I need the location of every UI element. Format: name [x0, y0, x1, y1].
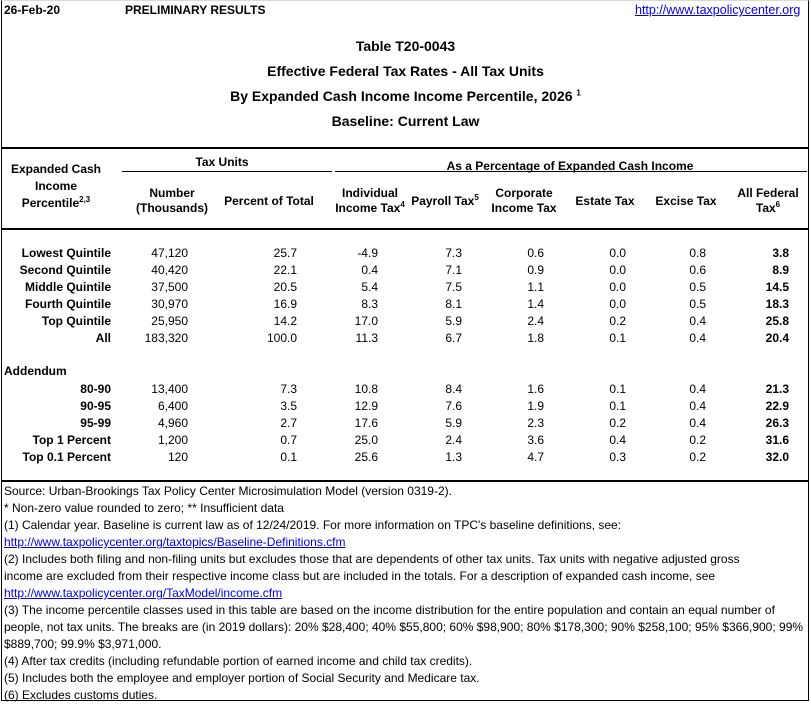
cell-excise: 0.6: [689, 263, 706, 277]
cell-iit: 25.6: [354, 450, 378, 464]
preliminary-label: PRELIMINARY RESULTS: [125, 3, 266, 17]
cell-corp: 2.4: [527, 314, 544, 328]
row-label: Middle Quintile: [25, 280, 111, 294]
cell-corp: 1.1: [527, 280, 544, 294]
col-header-number-line2: (Thousands): [136, 201, 208, 215]
table-row: [0, 415, 811, 432]
row-label: Second Quintile: [19, 263, 111, 277]
table-row: [0, 279, 811, 296]
table-row: [0, 262, 811, 279]
cell-all-federal: 18.3: [765, 297, 789, 311]
cell-estate: 0.0: [609, 297, 626, 311]
cell-pct-total: 7.3: [280, 382, 297, 396]
cell-excise: 0.4: [689, 382, 706, 396]
cell-corp: 1.8: [527, 331, 544, 345]
cell-iit: 0.4: [361, 263, 378, 277]
footnote-6: (6) Excludes customs duties.: [4, 688, 158, 702]
cell-number: 47,120: [151, 246, 188, 260]
row-header-footnote: 2,3: [79, 195, 91, 204]
row-header: [6, 162, 106, 211]
row-label: 90-95: [80, 399, 111, 413]
row-header-line2: Income: [34, 179, 77, 193]
addendum-label: Addendum: [4, 364, 67, 378]
cell-pct-total: 2.7: [280, 416, 297, 430]
cell-number: 30,970: [151, 297, 188, 311]
income-definition-link[interactable]: http://www.taxpolicycenter.org/TaxModel/income.cfm: [4, 586, 283, 600]
baseline-title: Baseline: Current Law: [331, 113, 480, 129]
col-header-iit-line2-wrap: [330, 201, 410, 216]
cell-number: 37,500: [151, 280, 188, 294]
cell-pct-total: 3.5: [280, 399, 297, 413]
row-label: 95-99: [80, 416, 111, 430]
col-header-corp-line1: Corporate: [495, 186, 553, 200]
cell-payroll: 7.1: [445, 263, 462, 277]
row-label: 80-90: [80, 382, 111, 396]
cell-estate: 0.0: [609, 280, 626, 294]
cell-payroll: 5.9: [445, 416, 462, 430]
cell-iit: 10.8: [354, 382, 378, 396]
cell-corp: 0.9: [527, 263, 544, 277]
subtitle-footnote-marker: 1: [576, 88, 581, 98]
tax-units-group-header: Tax Units: [195, 155, 249, 169]
table-row: [0, 432, 811, 449]
footnote-1: (1) Calendar year. Baseline is current law as of 12/24/2019. For more information on TPC's baseline definitions, see:: [4, 518, 622, 532]
cell-excise: 0.2: [689, 450, 706, 464]
pct-group-header: As a Percentage of Expanded Cash Income: [446, 159, 694, 173]
report-date: 26-Feb-20: [4, 3, 61, 17]
cell-payroll: 8.1: [445, 297, 462, 311]
col-header-corp-line2: Income Tax: [491, 201, 557, 215]
cell-all-federal: 20.4: [765, 331, 789, 345]
col-header-iit: [330, 186, 410, 216]
table-row: [0, 313, 811, 330]
col-header-all-line1: All Federal: [737, 186, 799, 200]
table-row: [0, 381, 811, 398]
col-header-pct-total: Percent of Total: [224, 194, 314, 208]
tax-units-group-rule: [122, 171, 332, 172]
cell-corp: 4.7: [527, 450, 544, 464]
col-header-all-footnote: 6: [775, 200, 781, 209]
col-header-payroll-text: Payroll Tax: [411, 194, 475, 208]
cell-corp: 0.6: [527, 246, 544, 260]
cell-estate: 0.1: [609, 331, 626, 345]
footnote-3-line3: $889,700; 99.9% $3,971,000.: [4, 637, 162, 651]
row-label: Fourth Quintile: [25, 297, 111, 311]
footnote-4: (4) After tax credits (including refundable portion of earned income and child tax credits).: [4, 654, 473, 668]
cell-number: 13,400: [151, 382, 188, 396]
table-row: [0, 245, 811, 262]
cell-estate: 0.3: [609, 450, 626, 464]
cell-pct-total: 25.7: [273, 246, 297, 260]
col-header-iit-footnote: 4: [400, 200, 405, 209]
cell-number: 25,950: [151, 314, 188, 328]
cell-excise: 0.8: [689, 246, 706, 260]
row-label: All: [95, 331, 111, 345]
col-header-number: [132, 186, 212, 216]
col-header-iit-line1: Individual: [341, 186, 398, 200]
cell-payroll: 2.4: [445, 433, 462, 447]
cell-all-federal: 25.8: [765, 314, 789, 328]
row-label: Top 1 Percent: [32, 433, 111, 447]
cell-all-federal: 26.3: [765, 416, 789, 430]
cell-all-federal: 8.9: [772, 263, 789, 277]
cell-pct-total: 0.7: [280, 433, 297, 447]
cell-estate: 0.0: [609, 246, 626, 260]
col-header-number-line1: Number: [149, 186, 195, 200]
cell-pct-total: 20.5: [273, 280, 297, 294]
cell-corp: 3.6: [527, 433, 544, 447]
cell-all-federal: 31.6: [765, 433, 789, 447]
source-note: Source: Urban-Brookings Tax Policy Center Microsimulation Model (version 0319-2).: [4, 484, 452, 498]
col-header-iit-line2: Income Tax: [335, 201, 401, 215]
row-header-line3-text: Percentile: [21, 196, 80, 210]
cell-number: 183,320: [144, 331, 188, 345]
row-label: Top 0.1 Percent: [22, 450, 111, 464]
cell-payroll: 7.3: [445, 246, 462, 260]
cell-all-federal: 32.0: [765, 450, 789, 464]
cell-number: 6,400: [157, 399, 188, 413]
cell-all-federal: 21.3: [765, 382, 789, 396]
cell-iit: 8.3: [361, 297, 378, 311]
cell-excise: 0.4: [689, 314, 706, 328]
cell-iit: 17.6: [354, 416, 378, 430]
table-id-title: Table T20-0043: [355, 38, 456, 54]
cell-excise: 0.5: [689, 297, 706, 311]
col-header-payroll-footnote: 5: [474, 193, 479, 202]
cell-number: 40,420: [151, 263, 188, 277]
col-header-excise: Excise Tax: [655, 194, 717, 208]
cell-payroll: 6.7: [445, 331, 462, 345]
cell-corp: 1.4: [527, 297, 544, 311]
footnote-2-line1: (2) Includes both filing and non-filing units but excludes those that are dependents of other tax units. Tax units with negative adjusted gross: [4, 552, 740, 566]
footnote-5: (5) Includes both the employee and employer portion of Social Security and Medicare tax.: [4, 671, 480, 685]
cell-payroll: 1.3: [445, 450, 462, 464]
cell-excise: 0.4: [689, 331, 706, 345]
cell-all-federal: 22.9: [765, 399, 789, 413]
table-row: [0, 296, 811, 313]
cell-payroll: 7.6: [445, 399, 462, 413]
col-header-all-federal: [728, 186, 808, 216]
col-header-all-line2: Tax: [755, 201, 776, 215]
col-header-estate: Estate Tax: [575, 194, 635, 208]
header-bottom-rule: [2, 228, 808, 230]
tpc-header-link[interactable]: http://www.taxpolicycenter.org: [635, 3, 801, 17]
cell-corp: 2.3: [527, 416, 544, 430]
row-header-line3: [6, 196, 106, 211]
baseline-definitions-link[interactable]: http://www.taxpolicycenter.org/taxtopics/Baseline-Definitions.cfm: [4, 535, 346, 549]
table-row: [0, 398, 811, 415]
col-header-all-line2-wrap: [728, 201, 808, 216]
footnote-2-line2: income are excluded from their respective income class but are included in the totals. For a description of expanded cash income, see: [4, 569, 716, 583]
table-row: [0, 330, 811, 347]
cell-payroll: 7.5: [445, 280, 462, 294]
table-title: Effective Federal Tax Rates - All Tax Units: [267, 63, 544, 79]
cell-estate: 0.2: [609, 416, 626, 430]
cell-iit: 25.0: [354, 433, 378, 447]
cell-excise: 0.5: [689, 280, 706, 294]
col-header-payroll: [410, 194, 480, 209]
cell-estate: 0.4: [609, 433, 626, 447]
cell-pct-total: 0.1: [280, 450, 297, 464]
subtitle-text: By Expanded Cash Income Income Percentile, 2026: [230, 88, 573, 104]
cell-iit: 11.3: [355, 331, 378, 345]
cell-corp: 1.9: [527, 399, 544, 413]
cell-all-federal: 14.5: [765, 280, 789, 294]
cell-excise: 0.4: [689, 416, 706, 430]
cell-number: 4,960: [157, 416, 188, 430]
row-header-line1: Expanded Cash: [10, 162, 102, 176]
cell-estate: 0.1: [609, 399, 626, 413]
cell-estate: 0.0: [609, 263, 626, 277]
cell-iit: 12.9: [354, 399, 378, 413]
col-header-corp: [486, 186, 562, 216]
legend-note: * Non-zero value rounded to zero; ** Insufficient data: [4, 501, 284, 515]
cell-excise: 0.4: [689, 399, 706, 413]
cell-payroll: 8.4: [445, 382, 462, 396]
cell-all-federal: 3.8: [772, 246, 789, 260]
footnote-3-line2: people, not tax units. The breaks are (in 2019 dollars): 20% $28,400; 40% $55,800; 60% $98,900; 80% $178,300; 90% $258,100; 95% $366,900; 99%: [4, 620, 804, 634]
cell-pct-total: 14.2: [273, 314, 297, 328]
cell-pct-total: 22.1: [273, 263, 297, 277]
table-row: [0, 449, 811, 466]
cell-iit: -4.9: [357, 246, 378, 260]
cell-pct-total: 16.9: [273, 297, 297, 311]
cell-iit: 17.0: [354, 314, 378, 328]
row-label: Top Quintile: [41, 314, 111, 328]
cell-estate: 0.2: [609, 314, 626, 328]
table-subtitle: [0, 88, 811, 104]
cell-excise: 0.2: [689, 433, 706, 447]
cell-payroll: 5.9: [445, 314, 462, 328]
cell-estate: 0.1: [609, 382, 626, 396]
cell-number: 1,200: [157, 433, 188, 447]
cell-pct-total: 100.0: [266, 331, 297, 345]
footer-rule: [2, 480, 808, 482]
row-label: Lowest Quintile: [21, 246, 111, 260]
cell-iit: 5.4: [361, 280, 378, 294]
footnote-3-line1: (3) The income percentile classes used in this table are based on the income distribution for the entire population and contain an equal number of: [4, 603, 775, 617]
header-top-rule: [2, 147, 808, 149]
cell-corp: 1.6: [527, 382, 544, 396]
cell-number: 120: [167, 450, 188, 464]
